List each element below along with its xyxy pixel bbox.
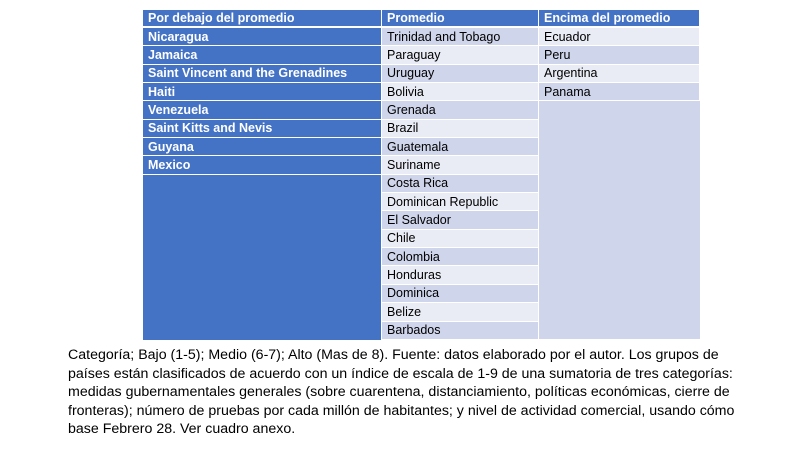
above-average-empty-area [539,101,700,339]
average-cell: Chile [382,230,539,248]
below-average-cell: Nicaragua [143,28,382,46]
below-average-empty-area [143,175,382,340]
header-above-average: Encima del promedio [539,10,700,28]
average-cell: Honduras [382,266,539,284]
below-average-cell: Mexico [143,156,382,174]
above-average-cell: Panama [539,83,700,101]
below-average-cell: Guyana [143,138,382,156]
average-cell: Suriname [382,156,539,174]
average-cell: Grenada [382,101,539,119]
header-below-average: Por debajo del promedio [143,10,382,28]
average-cell: Colombia [382,248,539,266]
average-cell: Barbados [382,322,539,340]
above-average-cell: Peru [539,46,700,64]
average-cell: El Salvador [382,211,539,229]
below-average-cell: Haiti [143,83,382,101]
average-cell: Trinidad and Tobago [382,28,539,46]
average-cell: Brazil [382,120,539,138]
table-caption: Categoría; Bajo (1-5); Medio (6-7); Alto (Mas de 8). Fuente: datos elaborado por el autor. Los grupos de países están clasificados de acuerdo con un índice de escala de 1-9 de una sumatoria de tres categorías: medidas gubernamentales generales (sobre cuarentena, distanciamiento, políticas económicas, cierre de fronteras); número de pruebas por cada millón de habitantes; y nivel de actividad comercial, usando cómo base Febrero 28. Ver cuadro anexo. [68,347,735,438]
average-cell: Paraguay [382,46,539,64]
average-cell: Dominican Republic [382,193,539,211]
average-cell: Guatemala [382,138,539,156]
below-average-cell: Saint Vincent and the Grenadines [143,65,382,83]
average-cell: Bolivia [382,83,539,101]
average-cell: Uruguay [382,65,539,83]
below-average-cell: Venezuela [143,101,382,119]
below-average-cell: Jamaica [143,46,382,64]
average-cell: Dominica [382,285,539,303]
above-average-cell: Ecuador [539,28,700,46]
header-average: Promedio [382,10,539,28]
above-average-cell: Argentina [539,65,700,83]
average-cell: Belize [382,303,539,321]
country-category-table [143,10,700,342]
below-average-cell: Saint Kitts and Nevis [143,120,382,138]
average-cell: Costa Rica [382,175,539,193]
